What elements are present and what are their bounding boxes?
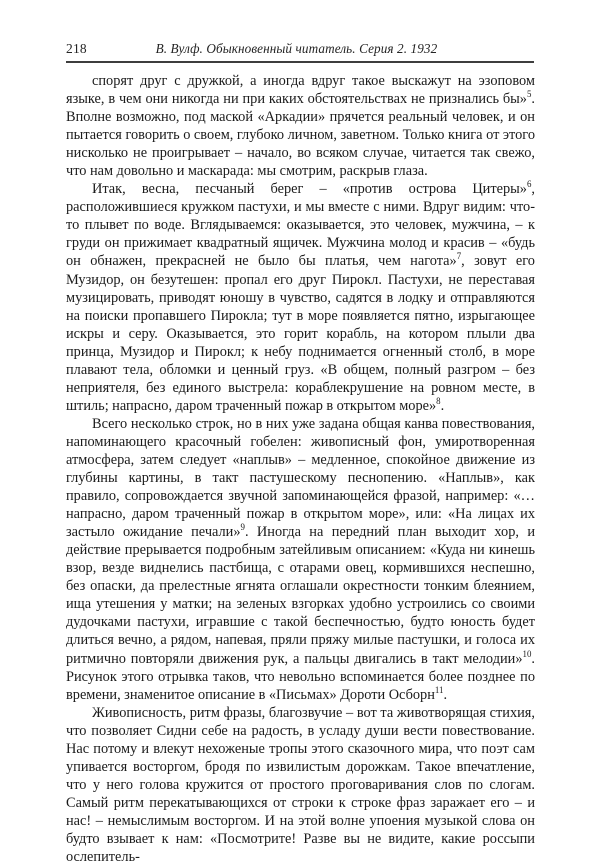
page-number: 218 xyxy=(66,41,87,56)
header-rule-divider xyxy=(66,61,534,63)
paragraph-text-after: . Вполне возможно, под маской «Аркадии» прячется реальный человек, и он пытается говорить о своем, глубоко личном, заветном. Только книга от этого нисколько не проигрывает – начало, во всяком случае, читается так свежо, что нам довольно и маскарада: мы смотрим, раскрыв глаза. xyxy=(66,91,535,180)
footnote-marker[interactable]: 5 xyxy=(526,89,532,100)
paragraph-third xyxy=(66,415,535,704)
footnote-marker[interactable]: 10 xyxy=(522,648,532,659)
paragraph-text-before: спорят друг с дружкой, а иногда вдруг такое выскажут на эзоповом языке, в чем они никогда ни при каких обстоятельствах не признались бы» xyxy=(66,73,535,108)
footnote-marker[interactable]: 6 xyxy=(526,179,532,190)
footnote-marker[interactable]: 7 xyxy=(456,251,462,262)
footnote-marker[interactable]: 8 xyxy=(436,396,441,407)
body-text-block xyxy=(66,72,535,866)
paragraph-text-after: , расположившиеся кружком пастухи, и мы вместе с ними. Вдруг видим: что-то плывет по воде. Вглядываемся: оказывается, это человек, мужчина, – к груди он прижимает квадратный ящичек. Мужчина молод и красив – «будь он обнажен, прекрасней не было бы платья, чем нагота» xyxy=(66,181,535,270)
footnote-marker[interactable]: 9 xyxy=(240,522,245,533)
paragraph-text-after-2: . Рисунок этого отрывка таков, что невольно вспоминается более позднее по времени, знаменитое описание в «Письмах» Дороти Осборн xyxy=(66,650,535,703)
paragraph-continued xyxy=(66,72,535,180)
paragraph-text-after-2: , зовут его Музидор, он безутешен: пропал его друг Пирокл. Пастухи, не переставая музицировать, приводят юношу в чувство, садятся в лодку и отправляются на поиски пропавшего Пирокла; тут в море появляется пятно, изрыгающее искры и серу. Оказывается, это горит корабль, на котором плыли два принца, Музидор и Пирокл; к небу поднимается огненный столб, в море плавают тела, обломки и ценный груз. «В общем, полный разгром – без неприятеля, без единого выстрела: кораблекрушение на ровном месте, в штиль; напрасно, даром траченный пожар в открытом море» xyxy=(66,253,535,414)
footnote-marker[interactable]: 11 xyxy=(434,684,444,695)
paragraph-text-before: Живописность, ритм фразы, благозвучие – вот та животворящая стихия, что позволяет Сидни себе на радость, в усладу души вести повествование. Нас потому и влекут нехоженые тропы этого сказочного мира, что поэт сам упивается восторгом, бродя по извилистым дорожкам. Такое впечатление, что у него голова кружится от простого проговаривания слов по слогам. Самый ритм перекатывающихся от строки к строке фраз заражает его – и нас! – немыслимым восторгом. И на этой волне упоения музыкой слова он будто взывает к нам: «Посмотрите! Разве вы не видите, какие россыпи ослепитель- xyxy=(66,704,535,866)
paragraph-second xyxy=(66,180,535,415)
running-title: В. Вулф. Обыкновенный читатель. Серия 2. 1932 xyxy=(155,41,438,56)
paragraph-text-before: Всего несколько строк, но в них уже задана общая канва повествования, напоминающего красочный гобелен: живописный фон, умиротворенная атмосфера, затем следует «наплыв» – медленное, спокойное движение из глубины картины, в такт пастушескому песнопению. «Наплыв», как правило, сопровождается звучной запоминающейся фразой, например: «…напрасно, даром траченный пожар в открытом море», или: «На лицах их застыло ожидание печали» xyxy=(66,415,535,541)
paragraph-fourth xyxy=(66,704,535,866)
paragraph-text-after: . Иногда на передний план выходит хор, и действие прерывается подробным затейливым описанием: «Куда ни кинешь взор, везде виднелись пастбища, с отарами овец, кормившихся неспешно, без опаски, да прелестные ягнята оглашали окрестности тонким блеянием, ища утешения у матки; на зеленых взгорках удобно устроились со своими дудочками пастухи, игравшие с такой беспечностью, будто юность будет длиться вечно, а рядом, напевая, пряли пряжу милые пастушки, и голоса их ритмично повторяли движения рук, а пальцы двигались в такт мелодии» xyxy=(66,524,535,667)
paragraph-text-after-3: . xyxy=(440,397,445,414)
running-header xyxy=(66,41,534,59)
paragraph-text-after-3: . xyxy=(443,686,448,703)
paragraph-text-before: Итак, весна, песчаный берег – «против острова Цитеры» xyxy=(92,181,527,198)
